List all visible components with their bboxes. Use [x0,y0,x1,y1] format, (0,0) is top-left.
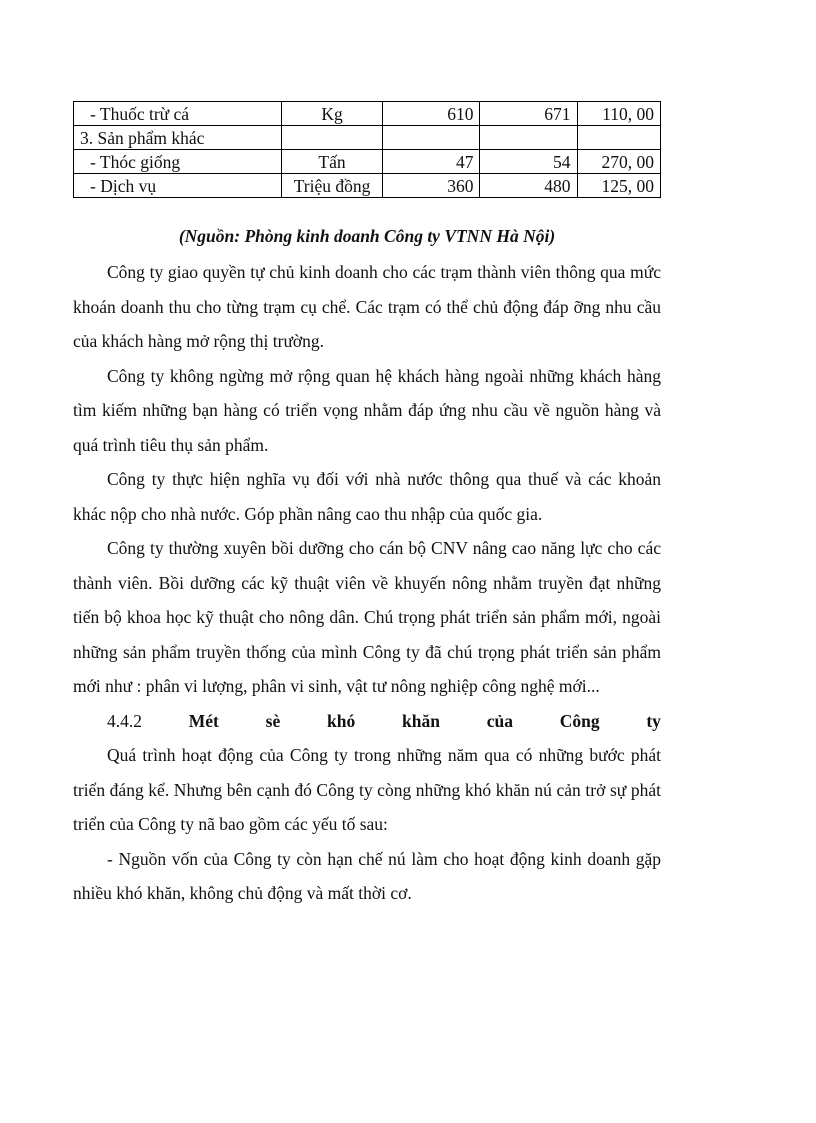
table-row [74,102,661,126]
value1-cell: 47 [383,150,480,174]
value1-cell: 610 [383,102,480,126]
heading-word: khăn [401,710,440,731]
unit-cell: Tấn [281,150,383,174]
percent-cell [577,126,660,150]
table-row [74,126,661,150]
heading-word: của [486,710,513,731]
value1-cell [383,126,480,150]
unit-cell: Kg [281,102,383,126]
value2-cell: 480 [480,174,577,198]
table-row [74,174,661,198]
heading-word: khó [327,710,356,731]
percent-cell: 110, 00 [577,102,660,126]
item-cell: - Dịch vụ [74,174,282,198]
product-table [73,101,661,198]
paragraph: Công ty thực hiện nghĩa vụ đối với nhà nước thông qua thuế và các khoản khác nộp cho nhà nước. Góp phần nâng cao thu nhập của quốc gia. [73,469,661,524]
heading-word: ty [646,710,661,731]
value2-cell [480,126,577,150]
unit-cell [281,126,383,150]
item-cell: 3. Sản phẩm khác [74,126,282,150]
table-source-caption: (Nguồn: Phòng kinh doanh Công ty VTNN Hà Nội) [178,226,556,246]
table-row [74,150,661,174]
value2-cell: 671 [480,102,577,126]
paragraph: - Nguồn vốn của Công ty còn hạn chế nú làm cho hoạt động kinh doanh gặp nhiều khó khăn, không chủ động và mất thời cơ. [73,848,661,903]
paragraph: Công ty thường xuyên bồi dưỡng cho cán bộ CNV nâng cao năng lực cho các thành viên. Bồi dưỡng các kỹ thuật viên về khuyến nông nhằm truyền đạt những tiến bộ khoa học kỹ thuật cho nông dân. Chú trọng phát triển sản phẩm mới, ngoài những sản phẩm truyền thống của mình Công ty đã chú trọng phát triển sản phẩm mới như : phân vi lượng, phân vi sinh, vật tư nông nghiệp công nghệ mới... [73,538,661,696]
percent-cell: 270, 00 [577,150,660,174]
heading-word: Công [559,710,600,731]
section-heading [73,704,661,739]
value1-cell: 360 [383,174,480,198]
unit-cell: Triệu đồng [281,174,383,198]
heading-word: sè [265,710,281,731]
heading-word: Mét [188,710,219,731]
section-number: 4.4.2 [107,710,142,731]
paragraph: Quá trình hoạt động của Công ty trong những năm qua có những bước phát triển đáng kể. Nhưng bên cạnh đó Công ty còng những khó khăn nú cản trở sự phát triển của Công ty nã bao gồm các yếu tố sau: [73,745,661,834]
value2-cell: 54 [480,150,577,174]
item-cell: - Thóc giống [74,150,282,174]
body-text [73,255,661,911]
paragraph: Công ty không ngừng mở rộng quan hệ khách hàng ngoài những khách hàng tìm kiếm những bạn hàng có triển vọng nhằm đáp ứng nhu cầu về nguồn hàng và quá trình tiêu thụ sản phẩm. [73,365,661,455]
percent-cell: 125, 00 [577,174,660,198]
paragraph: Công ty giao quyền tự chủ kinh doanh cho các trạm thành viên thông qua mức khoán doanh thu cho từng trạm cụ chể. Các trạm có thể chủ động đáp ỡng nhu cầu của khách hàng mở rộng thị trường. [73,262,661,351]
item-cell: - Thuốc trừ cá [74,102,282,126]
